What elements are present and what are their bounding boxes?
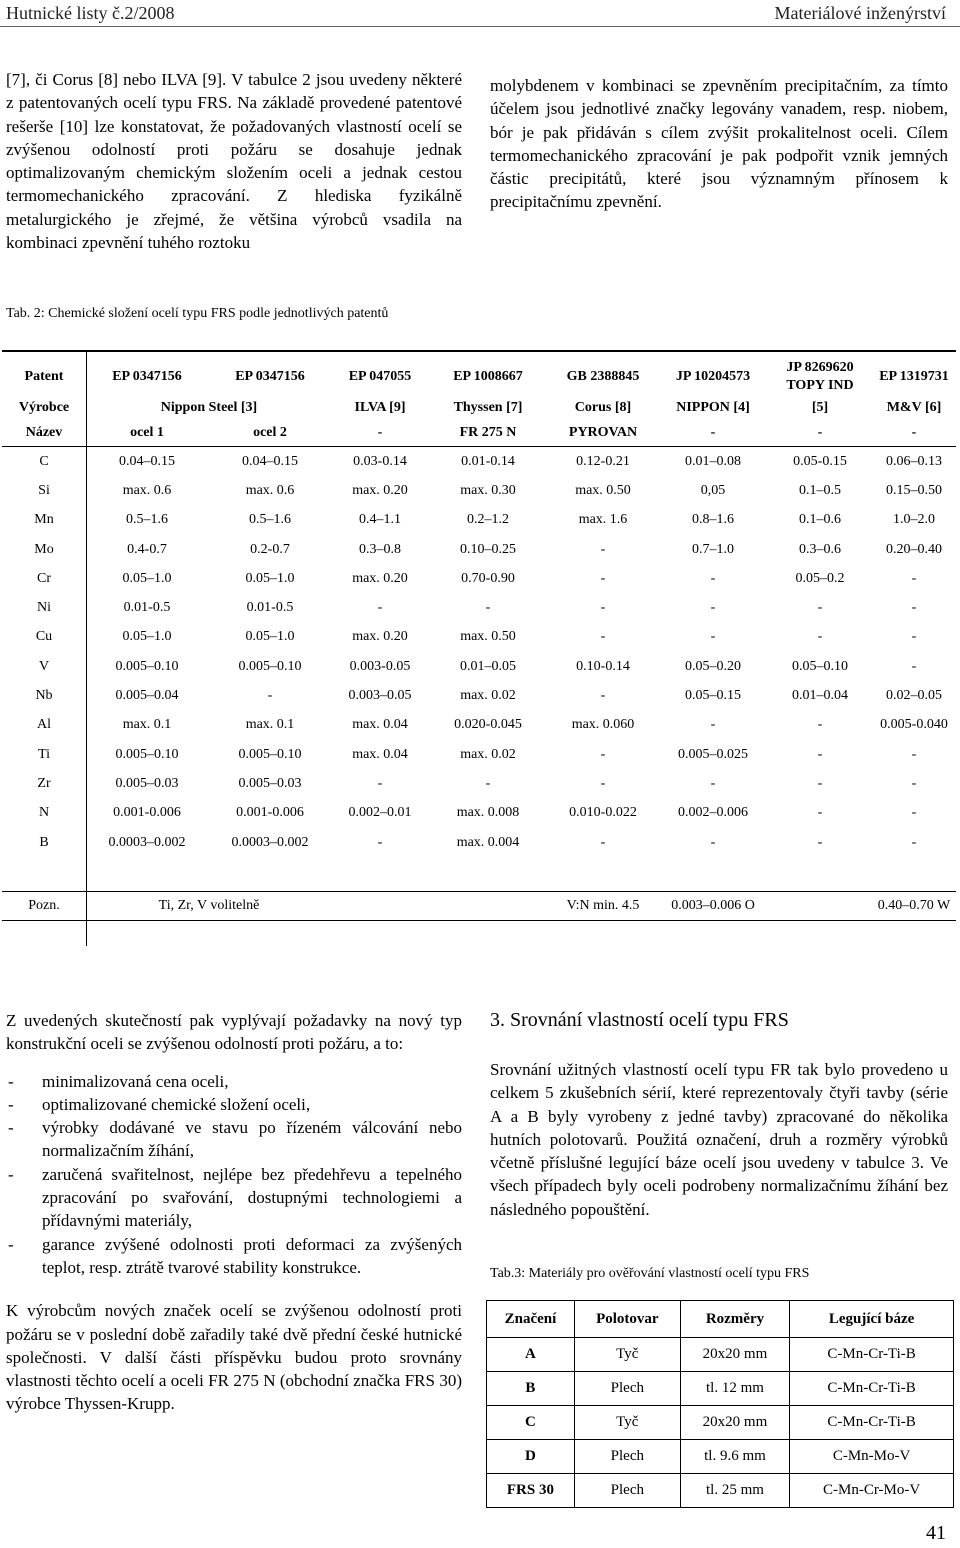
- table-cell: ocel 1: [86, 420, 208, 447]
- list-item: - výrobky dodávané ve stavu po řízeném válcování nebo normalizačním žíhání,: [6, 1116, 462, 1163]
- table-cell: -: [710, 600, 716, 616]
- table-cell: -: [377, 775, 383, 791]
- table-cell: 0.01–0.04: [792, 688, 848, 704]
- header-rule: [0, 26, 960, 27]
- table-cell: max. 0.1: [245, 717, 295, 733]
- table-cell: [428, 892, 548, 921]
- table-cell: 0.02–0.05: [886, 688, 942, 704]
- table-cell: 0.002–0.006: [678, 805, 748, 821]
- column-right-bottom: [490, 1058, 948, 1221]
- table-cell: 0.06–0.13: [886, 453, 942, 469]
- table-cell: Zr: [37, 775, 51, 791]
- table-cell: 0.0003–0.002: [108, 834, 186, 850]
- table-cell: -: [911, 629, 917, 645]
- table-cell: -: [600, 629, 606, 645]
- table-cell: 0.04–0.15: [242, 453, 298, 469]
- table-row: [487, 1406, 954, 1440]
- table-cell: 0.04–0.15: [119, 453, 175, 469]
- table-cell: -: [911, 805, 917, 821]
- table-cell: 0.3–0.6: [799, 541, 841, 557]
- table-cell: 0.005–0.03: [238, 775, 302, 791]
- table-cell: -: [600, 541, 606, 557]
- table-cell: PYROVAN: [548, 420, 658, 447]
- table-cell: Ti: [38, 746, 50, 762]
- table-cell: -: [377, 600, 383, 616]
- table-cell: C-Mn-Cr-Ti-B: [790, 1338, 954, 1372]
- table-cell: 0.12-0.21: [576, 453, 630, 469]
- table-cell: 0.15–0.50: [886, 482, 942, 498]
- table-cell: Plech: [574, 1474, 680, 1508]
- table-cell: Ti, Zr, V volitelně: [86, 892, 332, 921]
- table-cell: max. 0.50: [460, 629, 516, 645]
- table-cell: 0.005–0.03: [115, 775, 179, 791]
- table-cell: Výrobce: [18, 400, 70, 415]
- table-cell: max. 0.004: [456, 834, 520, 850]
- table-row: [2, 535, 956, 564]
- table2-note-row: [2, 892, 956, 921]
- table-cell: Cr: [37, 570, 51, 586]
- table2: [2, 350, 956, 921]
- table-cell: max. 0.50: [575, 482, 631, 498]
- table-row: [2, 447, 956, 477]
- table-cell: Corus [8]: [574, 400, 632, 415]
- section-name: Materiálové inženýrství: [774, 3, 946, 23]
- table-cell: Mn: [34, 512, 54, 528]
- table-cell: max. 1.6: [578, 512, 628, 528]
- table-cell: max. 0.04: [352, 746, 408, 762]
- table-cell: 0.2–1.2: [467, 512, 509, 528]
- journal-name: Hutnické listy č.2/2008: [6, 3, 175, 23]
- paragraph: K výrobcům nových značek ocelí se zvýšenou odolností proti požáru se v poslední době zařadily také dvě přední české hutnické společnosti. V další části příspěvku budou proto srovnány vlastnosti těchto ocelí a oceli FR 275 N (obchodní značka FRS 30) výrobce Thyssen-Krupp.: [6, 1301, 462, 1414]
- table-cell: max. 0.060: [571, 717, 635, 733]
- table-cell: 0.2-0.7: [250, 541, 290, 557]
- table-cell: 0.3–0.8: [359, 541, 401, 557]
- table-cell: -: [817, 600, 823, 616]
- table-cell: A: [487, 1338, 575, 1372]
- list-item: - zaručená svařitelnost, nejlépe bez předehřevu a tepelného zpracování po svařování, dostupnými technologiemi a přídavnými materiály,: [6, 1163, 462, 1233]
- paragraph: molybdenem v kombinaci se zpevněním precipitačním, za tímto účelem jsou jednotlivé značky legovány vanadem, resp. niobem, bór je pak přidáván s cílem zvýšit prokalitelnost oceli. Cílem termomechanického zpracování je pak podpořit vznik jemných částic precipitátů, které jsou významným přínosem k precipitačnímu zpevnění.: [490, 76, 948, 212]
- table-cell: 0.70-0.90: [461, 570, 515, 586]
- table-cell: -: [817, 629, 823, 645]
- table-cell: EP 1319731: [879, 369, 949, 384]
- table-cell: B: [39, 834, 49, 850]
- table-cell: Tyč: [574, 1338, 680, 1372]
- table-cell: 20x20 mm: [680, 1406, 789, 1440]
- table-cell: Plech: [574, 1440, 680, 1474]
- table-cell: max. 0.02: [460, 746, 516, 762]
- table-cell: B: [487, 1372, 575, 1406]
- table-cell: 1.0–2.0: [893, 512, 935, 528]
- table-header: Polotovar: [574, 1301, 680, 1338]
- column-left-bottom: [6, 1009, 462, 1416]
- table-header: Značení: [487, 1301, 575, 1338]
- table-cell: -: [817, 805, 823, 821]
- table-cell: Pozn.: [2, 892, 86, 921]
- table-row: [487, 1474, 954, 1508]
- table-cell: 0.05–1.0: [245, 629, 295, 645]
- table-cell: -: [377, 834, 383, 850]
- table-cell: -: [768, 420, 872, 447]
- table-cell: -: [600, 775, 606, 791]
- table-cell: Cu: [35, 629, 53, 645]
- table2-spacer: [2, 857, 956, 892]
- column-left-top: [6, 68, 462, 254]
- table-cell: 0.05–0.15: [685, 688, 741, 704]
- table-cell: max. 0.008: [456, 805, 520, 821]
- table2-name-row: [2, 420, 956, 447]
- table-cell: 0.005-0.040: [880, 717, 948, 733]
- table-cell: 0.10–0.25: [460, 541, 516, 557]
- table-cell: JP 10204573: [675, 369, 751, 384]
- table-cell: 0.010-0.022: [569, 805, 637, 821]
- table-row: [2, 681, 956, 710]
- table-cell: -: [485, 775, 491, 791]
- table-cell: [332, 892, 428, 921]
- section-heading: 3. Srovnání vlastností ocelí typu FRS: [490, 1009, 789, 1031]
- list-item: - garance zvýšené odolnosti proti deformaci za zvýšených teplot, resp. ztrátě tvarové stability konstrukce.: [6, 1233, 462, 1280]
- table-cell: M&V [6]: [886, 400, 942, 415]
- table-cell: Mo: [34, 541, 54, 557]
- table-cell: 0.05-0.15: [793, 453, 847, 469]
- table-cell: -: [817, 775, 823, 791]
- table-row: [2, 476, 956, 505]
- table-cell: Plech: [574, 1372, 680, 1406]
- table-cell: tl. 12 mm: [680, 1372, 789, 1406]
- table-cell: 0.8–1.6: [692, 512, 734, 528]
- paragraph: Z uvedených skutečností pak vyplývají požadavky na nový typ konstrukční oceli se zvýšenou odolností proti požáru, a to:: [6, 1011, 462, 1054]
- table-cell: [768, 892, 872, 921]
- table-header: Rozměry: [680, 1301, 789, 1338]
- table2-body: [2, 447, 956, 858]
- table-cell: -: [600, 688, 606, 704]
- table-row: [487, 1338, 954, 1372]
- table-cell: 0,05: [700, 482, 726, 498]
- table-cell: 0.7–1.0: [692, 541, 734, 557]
- table-cell: -: [600, 746, 606, 762]
- table-cell: 0.4–1.1: [359, 512, 401, 528]
- table-cell: 0.05–0.10: [792, 658, 848, 674]
- table-cell: -: [911, 658, 917, 674]
- table-cell: V: [38, 658, 50, 674]
- table-cell: tl. 25 mm: [680, 1474, 789, 1508]
- table3-body: [487, 1338, 954, 1508]
- table-cell: Tyč: [574, 1406, 680, 1440]
- table-row: [2, 593, 956, 622]
- table-cell: C-Mn-Cr-Ti-B: [790, 1372, 954, 1406]
- table-cell: -: [911, 570, 917, 586]
- table3-header-row: [487, 1301, 954, 1338]
- table-cell: Thyssen [7]: [453, 400, 523, 415]
- table-cell: -: [600, 600, 606, 616]
- table-cell: FRS 30: [487, 1474, 575, 1508]
- table-cell: C-Mn-Cr-Mo-V: [790, 1474, 954, 1508]
- table-cell: C-Mn-Cr-Ti-B: [790, 1406, 954, 1440]
- table-cell: 0.005–0.025: [678, 746, 748, 762]
- table-cell: N: [38, 805, 50, 821]
- table-cell: -: [600, 570, 606, 586]
- table-cell: 0.5–1.6: [126, 512, 168, 528]
- table-cell: 0.05–1.0: [245, 570, 295, 586]
- table-row: [487, 1440, 954, 1474]
- table-cell: -: [710, 717, 716, 733]
- table-row: [2, 623, 956, 652]
- table-cell: Al: [37, 717, 51, 733]
- list-item: - minimalizovaná cena oceli,: [6, 1070, 462, 1093]
- table-row: [2, 652, 956, 681]
- table-cell: -: [658, 420, 768, 447]
- table-cell: -: [710, 570, 716, 586]
- table-cell: max. 0.30: [460, 482, 516, 498]
- paragraph: Srovnání užitných vlastností ocelí typu FR tak bylo provedeno u celkem 5 zkušebních sérií, které reprezentovaly čtyři tavby (série A a B byly vyrobeny z jedné tavby) zpracované do několika hutních polotovarů. Použitá označení, druh a rozměry výrobků včetně příslušné legující báze ocelí jsou uvedeny v tabulce 3. Ve všech případech byly oceli podrobeny normalizačnímu žíhání bez následného popouštění.: [490, 1060, 948, 1219]
- table-cell: Nippon Steel [3]: [160, 400, 258, 415]
- table-cell: 0.01-0.5: [246, 600, 294, 616]
- table-cell: max. 0.6: [245, 482, 295, 498]
- table-cell: -: [600, 834, 606, 850]
- table-cell: -: [911, 834, 917, 850]
- table-cell: C-Mn-Mo-V: [790, 1440, 954, 1474]
- table-cell: 0.1–0.6: [799, 512, 841, 528]
- table-row: [2, 828, 956, 857]
- table-cell: -: [911, 775, 917, 791]
- table-row: [2, 506, 956, 535]
- table-row: [487, 1372, 954, 1406]
- table-cell: EP 047055: [348, 369, 412, 384]
- page-number: 41: [926, 1522, 946, 1544]
- table-cell: -: [817, 717, 823, 733]
- table-cell: -: [710, 834, 716, 850]
- table-cell: NIPPON [4]: [676, 400, 750, 415]
- table-cell: 0.05–1.0: [122, 570, 172, 586]
- table-cell: -: [911, 746, 917, 762]
- table-cell: 0.20–0.40: [886, 541, 942, 557]
- table-cell: 0.001-0.006: [113, 805, 181, 821]
- table-cell: EP 0347156: [112, 369, 182, 384]
- table-row: [2, 799, 956, 828]
- table-cell: 0.01-0.14: [461, 453, 515, 469]
- table3-caption: Tab.3: Materiály pro ověřování vlastností ocelí typu FRS: [490, 1266, 810, 1281]
- table-cell: 0.002–0.01: [348, 805, 412, 821]
- table-cell: V:N min. 4.5: [548, 892, 658, 921]
- table-cell: -: [332, 420, 428, 447]
- table-cell: 0.40–0.70 W: [872, 892, 956, 921]
- table-cell: 0.05–0.20: [685, 658, 741, 674]
- table-cell: max. 0.20: [352, 482, 408, 498]
- table-cell: 0.5–1.6: [249, 512, 291, 528]
- table-cell: ILVA [9]: [354, 400, 406, 415]
- table-cell: JP 8269620 TOPY IND: [786, 360, 854, 393]
- column-right-top: [490, 74, 948, 214]
- table-header: Legující báze: [790, 1301, 954, 1338]
- table-row: [2, 564, 956, 593]
- table-cell: 0.05–0.2: [795, 570, 845, 586]
- table-cell: max. 0.20: [352, 570, 408, 586]
- table-cell: C: [487, 1406, 575, 1440]
- table-cell: EP 1008667: [453, 369, 523, 384]
- table-cell: GB 2388845: [566, 369, 640, 384]
- table-cell: 0.005–0.10: [238, 658, 302, 674]
- table-cell: 0.10-0.14: [576, 658, 630, 674]
- table-cell: Ni: [37, 600, 51, 616]
- table-cell: 20x20 mm: [680, 1338, 789, 1372]
- table-cell: [5]: [811, 400, 829, 415]
- table-cell: max. 0.1: [122, 717, 172, 733]
- table-cell: 0.003-0.05: [349, 658, 411, 674]
- table-cell: 0.005–0.10: [115, 658, 179, 674]
- table-cell: 0.4-0.7: [127, 541, 167, 557]
- table2-manufacturer-row: [2, 396, 956, 420]
- table-cell: 0.1–0.5: [799, 482, 841, 498]
- table-row: [2, 711, 956, 740]
- table-cell: FR 275 N: [428, 420, 548, 447]
- table-cell: Patent: [24, 369, 64, 384]
- table-cell: ocel 2: [208, 420, 332, 447]
- table-cell: 0.05–1.0: [122, 629, 172, 645]
- table-cell: 0.003–0.05: [348, 688, 412, 704]
- table-cell: -: [710, 775, 716, 791]
- table-cell: 0.01–0.05: [460, 658, 516, 674]
- paragraph: [7], či Corus [8] nebo ILVA [9]. V tabulce 2 jsou uvedeny některé z patentovaných ocelí typu FRS. Na základě provedené patentové rešerše [10] lze konstatovat, že požadovaných vlastností ocelí se zvýšenou odolností proti požáru se dosahuje jednak optimalizovaným chemickým složením oceli a jednak cestou termomechanického zpracování. Z hlediska fyzikálně metalurgického je zřejmé, že většina výrobců vsadila na kombinaci zpevnění tuhého roztoku: [6, 70, 462, 253]
- list-item: - optimalizované chemické složení oceli,: [6, 1093, 462, 1116]
- page-header: [0, 0, 960, 24]
- table-cell: max. 0.6: [122, 482, 172, 498]
- table-cell: -: [817, 834, 823, 850]
- table-cell: Si: [38, 482, 50, 498]
- table-cell: -: [267, 688, 273, 704]
- table-cell: Název: [2, 420, 86, 447]
- table-cell: 0.020-0.045: [454, 717, 522, 733]
- table-row: [2, 769, 956, 798]
- table-cell: Nb: [35, 688, 53, 704]
- table2-patent-row: [2, 350, 956, 396]
- table2-caption: Tab. 2: Chemické složení ocelí typu FRS podle jednotlivých patentů: [6, 306, 389, 321]
- requirements-list: [6, 1070, 462, 1280]
- table-cell: 0.01-0.5: [123, 600, 171, 616]
- table-cell: 0.03-0.14: [353, 453, 407, 469]
- table-cell: -: [911, 600, 917, 616]
- table-cell: 0.005–0.04: [115, 688, 179, 704]
- table-cell: 0.0003–0.002: [231, 834, 309, 850]
- table-row: [2, 740, 956, 769]
- table-cell: max. 0.04: [352, 717, 408, 733]
- table-cell: C: [39, 453, 49, 469]
- table-cell: D: [487, 1440, 575, 1474]
- table-cell: tl. 9.6 mm: [680, 1440, 789, 1474]
- table-cell: 0.003–0.006 O: [658, 892, 768, 921]
- table-cell: max. 0.02: [460, 688, 516, 704]
- table-cell: 0.001-0.006: [236, 805, 304, 821]
- table3: [486, 1300, 954, 1508]
- table-cell: 0.01–0.08: [685, 453, 741, 469]
- table-cell: -: [872, 420, 956, 447]
- table-cell: -: [817, 746, 823, 762]
- table-cell: 0.005–0.10: [115, 746, 179, 762]
- table-cell: EP 0347156: [235, 369, 305, 384]
- table-cell: -: [485, 600, 491, 616]
- table-cell: max. 0.20: [352, 629, 408, 645]
- table-cell: -: [710, 629, 716, 645]
- table-cell: 0.005–0.10: [238, 746, 302, 762]
